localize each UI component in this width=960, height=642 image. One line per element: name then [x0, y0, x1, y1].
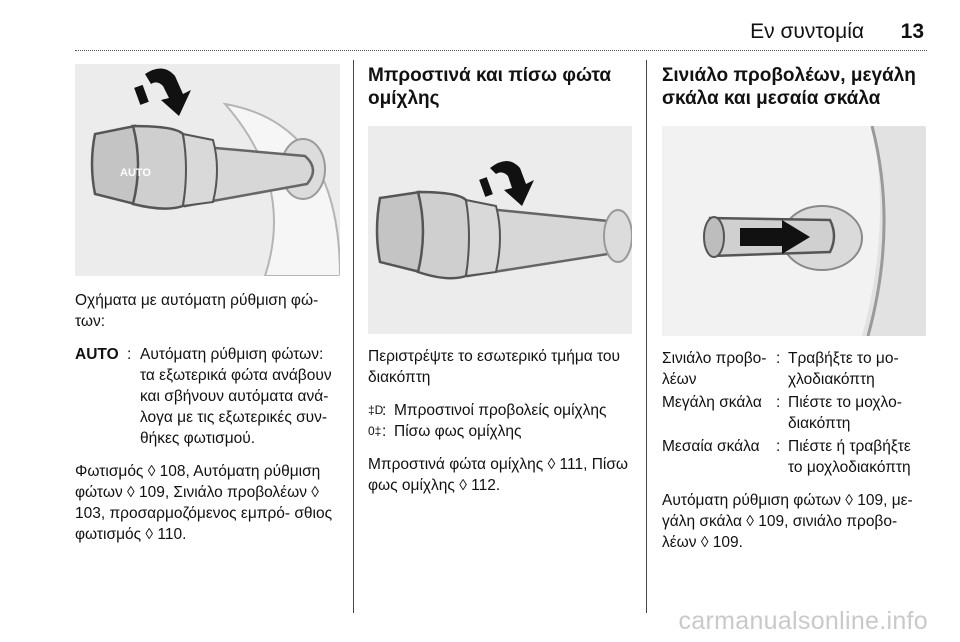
auto-desc: Αυτόματη ρύθμιση φώτων: τα εξωτερικά φώτα ανάβουν και σβήνουν αυτόματα ανά- λογα με τις εξωτερικές συν- θήκες φωτισμού. [140, 346, 332, 447]
auto-references: Φωτισμός ◊ 108, Αυτόματη ρύθμιση φώτων ◊ 109, Σινιάλο προβολέων ◊ 103, προσαρμοζόμενος εμπρό- σθιος φωτισμός ◊ 110. [75, 463, 333, 543]
column-fog-lights [368, 64, 633, 508]
fog-references: Μπροστινά φώτα ομίχλης ◊ 111, Πίσω φως ομίχλης ◊ 112. [368, 456, 629, 494]
header-divider [75, 50, 927, 51]
high-beam-desc: Πιέστε το μοχλο- διακόπτη [788, 394, 902, 432]
auto-definition [75, 344, 340, 449]
rear-fog-sep: : [382, 423, 387, 440]
low-beam-desc: Πιέστε ή τραβήξτε το μοχλοδιακόπτη [788, 438, 911, 476]
flash-sep: : [776, 350, 781, 367]
high-beam-sep: : [776, 394, 781, 411]
headlight-switch-figure [662, 126, 926, 336]
auto-sep: : [127, 346, 132, 363]
headlight-references: Αυτόματη ρύθμιση φώτων ◊ 109, με- γάλη σκάλα ◊ 109, σινιάλο προβο- λέων ◊ 109. [662, 492, 913, 551]
fog-definitions [368, 400, 633, 442]
watermark: carmanualsonline.info [678, 607, 928, 635]
fog-caption: Περιστρέψτε το εσωτερικό τμήμα του διακόπτη [368, 348, 621, 386]
auto-label: AUTO [120, 167, 151, 179]
auto-caption: Οχήματα με αυτόματη ρύθμιση φώ- των: [75, 292, 319, 330]
flash-term: Σινιάλο προβο- λέων [662, 350, 767, 388]
column-divider-2 [646, 60, 647, 613]
rear-fog-desc: Πίσω φως ομίχλης [394, 423, 522, 440]
page-header-title: Εν συντομία [750, 20, 864, 43]
low-beam-sep: : [776, 438, 781, 455]
fog-switch-figure [368, 126, 632, 334]
column-divider-1 [353, 60, 354, 613]
high-beam-term: Μεγάλη σκάλα [662, 394, 762, 411]
fog-section-title: Μπροστινά και πίσω φώτα ομίχλης [368, 65, 612, 109]
front-fog-sep: : [382, 402, 387, 419]
column-auto-lighting [75, 64, 340, 557]
column-headlight-flash [662, 64, 926, 565]
low-beam-term: Μεσαία σκάλα [662, 438, 760, 455]
flash-desc: Τραβήξτε το μο- χλοδιακόπτη [788, 350, 899, 388]
headlight-definitions [662, 348, 926, 478]
rear-fog-icon: 0‡ [368, 424, 382, 438]
front-fog-desc: Μπροστινοί προβολείς ομίχλης [394, 402, 607, 419]
page-number: 13 [900, 20, 924, 43]
front-fog-icon: ‡D [368, 403, 384, 417]
light-switch-auto-figure [75, 64, 340, 276]
headlight-section-title: Σινιάλο προβολέων, μεγάλη σκάλα και μεσαία σκάλα [662, 65, 916, 109]
auto-term: AUTO [75, 346, 119, 363]
